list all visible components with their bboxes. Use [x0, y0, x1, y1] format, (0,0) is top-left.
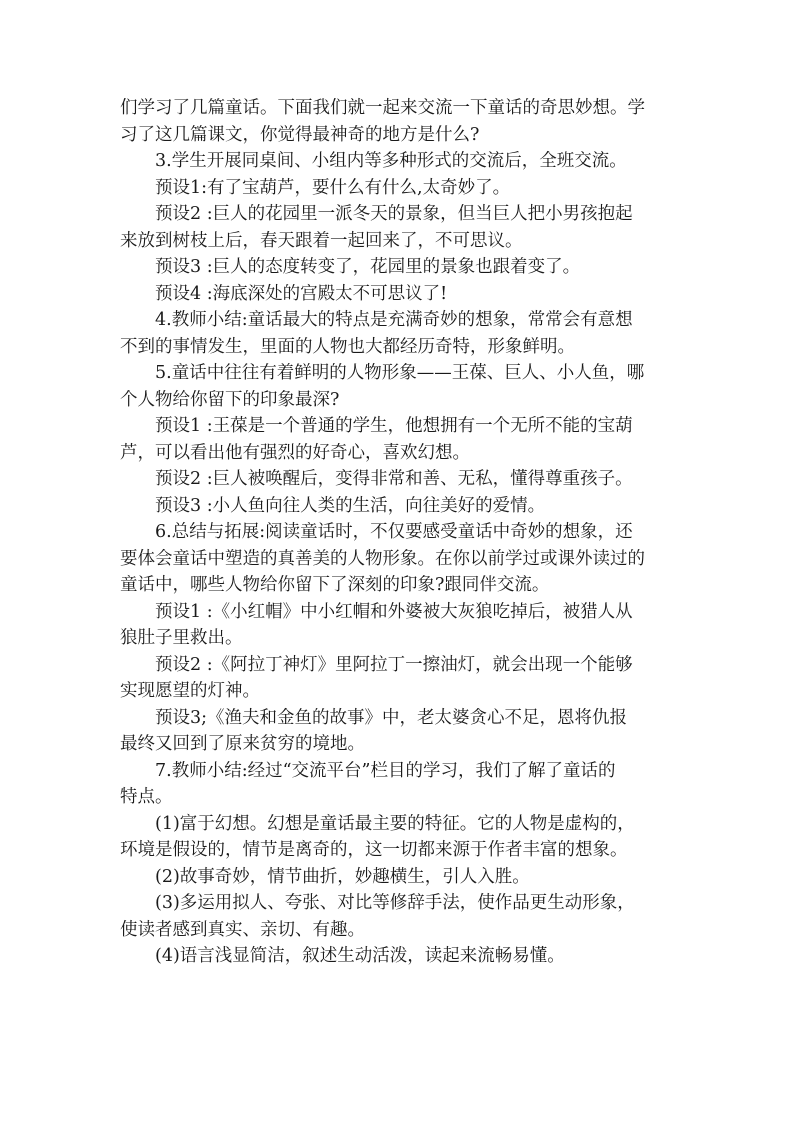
text-line: 6.总结与拓展:阅读童话时，不仅要感受童话中奇妙的想象，还	[155, 522, 633, 542]
text-line: 4.教师小结:童话最大的特点是充满奇妙的想象，常常会有意想	[155, 310, 633, 330]
text-line: 们学习了几篇童话。下面我们就一起来交流一下童话的奇思妙想。学	[120, 98, 645, 118]
text-line: (3)多运用拟人、夸张、对比等修辞手法，使作品更生动形象，	[155, 893, 635, 913]
text-line: 最终又回到了原来贫穷的境地。	[120, 734, 365, 754]
text-line: 预设3 :巨人的态度转变了，花园里的景象也跟着变了。	[155, 257, 581, 277]
text-line: 童话中，哪些人物给你留下了深刻的印象?跟同伴交流。	[120, 575, 550, 595]
text-line: 预设3 :小人鱼向往人类的生活，向往美好的爱情。	[155, 495, 546, 516]
text-line: 个人物给你留下的印象最深?	[120, 389, 340, 410]
text-line: 5.童话中往往有着鲜明的人物形象——王葆、巨人、小人鱼，哪	[155, 363, 645, 383]
text-line: 习了这几篇课文，你觉得最神奇的地方是什么?	[120, 124, 480, 145]
text-line: 实现愿望的灯神。	[120, 681, 260, 701]
text-line: 预设1 :《小红帽》中小红帽和外婆被大灰狼吃掉后，被猎人从	[155, 601, 633, 622]
text-line: 预设2 :巨人的花园里一派冬天的景象，但当巨人把小男孩抱起	[155, 204, 633, 224]
text-line: 狼肚子里救出。	[120, 628, 243, 648]
text-line: 来放到树枝上后，春天跟着一起回来了，不可思议。	[120, 230, 523, 251]
text-line: 7.教师小结:经过“交流平台”栏目的学习，我们了解了童话的	[155, 760, 616, 781]
text-line: 预设2 :《阿拉丁神灯》里阿拉丁一擦油灯，就会出现一个能够	[155, 654, 633, 675]
text-line: 不到的事情发生，里面的人物也大都经历奇特，形象鲜明。	[120, 336, 575, 357]
text-line: 预设1 :王葆是一个普通的学生，他想拥有一个无所不能的宝葫	[155, 416, 633, 436]
text-line: 3.学生开展同桌间、小组内等多种形式的交流后，全班交流。	[155, 151, 627, 171]
text-line: 预设2 :巨人被唤醒后，变得非常和善、无私，懂得尊重孩子。	[155, 469, 633, 489]
text-line: (1)富于幻想。幻想是童话最主要的特征。它的人物是虚构的，	[155, 813, 635, 834]
text-line: 要体会童话中塑造的真善美的人物形象。在你以前学过或课外读过的	[120, 548, 645, 569]
text-line: 预设1:有了宝葫芦，要什么有什么,太奇妙了。	[155, 177, 511, 198]
document-body	[120, 95, 680, 970]
text-line: 特点。	[120, 787, 173, 807]
text-line: 使读者感到真实、亲切、有趣。	[120, 919, 365, 940]
text-line: 预设3;《渔夫和金鱼的故事》中，老太婆贪心不足，恩将仇报	[155, 707, 628, 728]
text-line: 预设4 :海底深处的宫殿太不可思议了!	[155, 283, 448, 304]
text-line: 芦，可以看出他有强烈的好奇心，喜欢幻想。	[120, 442, 470, 463]
text-line: (2)故事奇妙，情节曲折，妙趣横生，引人入胜。	[155, 866, 530, 887]
text-line: 环境是假设的，情节是离奇的，这一切都来源于作者丰富的想象。	[120, 840, 628, 860]
text-line: (4)语言浅显简洁，叙述生动活泼，读起来流畅易懂。	[155, 946, 565, 966]
